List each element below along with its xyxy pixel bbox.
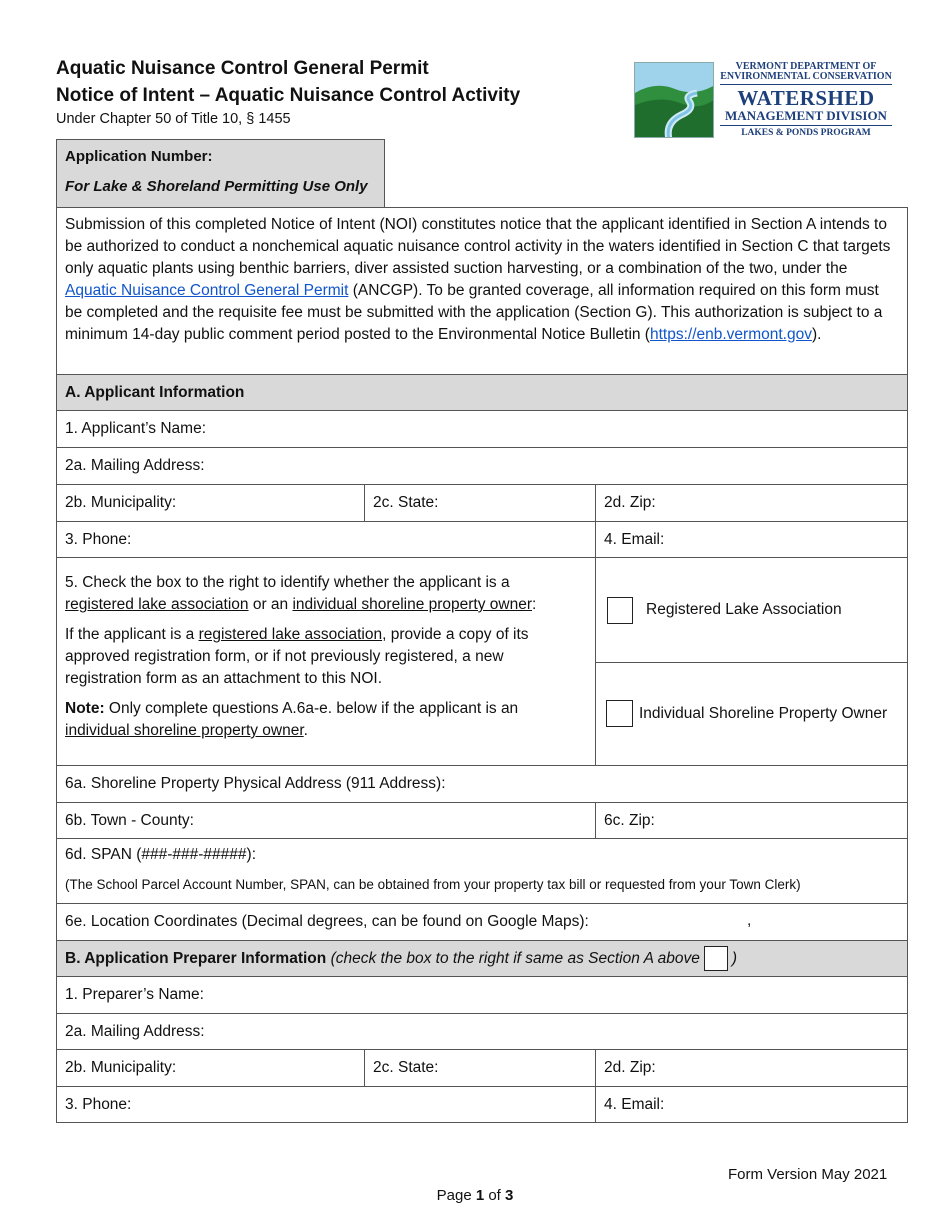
town-county-field[interactable]: 6b. Town - County: (65, 811, 194, 829)
option-lake-association[interactable] (596, 558, 907, 663)
intro-text-1: Submission of this completed Notice of Intent (NOI) constitutes notice that the applicant identified in Section A intends to be authorized to conduct a nonchemical aquatic nuisance control activity in the waters identified in Section C that targets only aquatic plants using benthic barriers, diver assisted suction harvesting, or a combination of the two, under the (65, 216, 891, 277)
applicant-type-options (595, 558, 907, 765)
section-b-note: (check the box to the right if same as Section A above (330, 949, 700, 967)
span-note: (The School Parcel Account Number, SPAN, can be obtained from your property tax bill or requested from your Town Clerk) (65, 877, 801, 892)
applicant-type-instructions (65, 572, 580, 742)
preparer-location-row (56, 1050, 908, 1087)
applicant-type-row (56, 558, 908, 766)
logo-line-4: MANAGEMENT DIVISION (720, 109, 892, 126)
coordinates-field[interactable]: 6e. Location Coordinates (Decimal degrees, can be found on Google Maps): (65, 913, 589, 930)
applicant-contact-row (56, 522, 908, 558)
agency-logo (634, 62, 892, 138)
intro-text-2: (ANCGP). To be granted coverage, all information required on this form must be completed and the requisite fee must be submitted with the application (Section G). This authorization is subject to a minimum 14-day public comment period posted to the Environmental Notice Bulletin ( (65, 282, 883, 343)
form-title: Aquatic Nuisance Control General Permit (56, 58, 429, 79)
q5-underline-1: registered lake association (65, 596, 249, 613)
coordinates-separator: , (747, 912, 752, 929)
form-subtitle: Notice of Intent – Aquatic Nuisance Control Activity (56, 85, 521, 106)
preparer-name-field[interactable]: 1. Preparer’s Name: (65, 986, 204, 1003)
office-use-note: For Lake & Shoreland Permitting Use Only (65, 178, 368, 195)
span-field[interactable]: 6d. SPAN (###-###-#####): (65, 846, 256, 863)
page-of: of (484, 1187, 506, 1204)
page-number (0, 1187, 950, 1204)
page-total: 3 (505, 1187, 514, 1204)
note-label: Note: (65, 700, 105, 717)
applicant-name-field[interactable]: 1. Applicant’s Name: (65, 420, 207, 437)
section-b-title: B. Application Preparer Information (65, 949, 327, 967)
page-current: 1 (475, 1187, 485, 1204)
property-address-field[interactable]: 6a. Shoreline Property Physical Address (911 Address): (65, 775, 446, 792)
application-number-box (56, 139, 385, 208)
town-county-row (56, 803, 908, 839)
span-row[interactable] (56, 839, 908, 904)
preparer-state-field[interactable]: 2c. State: (364, 1050, 595, 1086)
logo-line-1: VERMONT DEPARTMENT OF (735, 61, 877, 72)
same-as-section-a-checkbox[interactable] (704, 946, 728, 971)
section-b-heading (56, 941, 908, 977)
note-text-1: Only complete questions A.6a-e. below if the applicant is an (104, 700, 519, 717)
ancgp-link[interactable]: Aquatic Nuisance Control General Permit (65, 282, 349, 299)
shoreline-owner-checkbox[interactable] (606, 700, 633, 727)
q5-underline-2: individual shoreline property owner (292, 596, 533, 613)
statute-reference: Under Chapter 50 of Title 10, § 1455 (56, 111, 291, 127)
preparer-name-row[interactable] (56, 977, 908, 1014)
property-zip-field[interactable]: 6c. Zip: (595, 803, 907, 838)
q5b-text-1: If the applicant is a (65, 626, 199, 643)
section-a-title: A. Applicant Information (65, 383, 245, 401)
note-text-2: . (303, 722, 308, 739)
applicant-email-field[interactable]: 4. Email: (595, 522, 907, 557)
section-a-heading (56, 375, 908, 411)
applicant-name-row[interactable] (56, 411, 908, 448)
preparer-mailing-field[interactable]: 2a. Mailing Address: (65, 1022, 205, 1040)
property-address-row[interactable] (56, 766, 908, 803)
q5-text-1: 5. Check the box to the right to identify whether the applicant is a (65, 574, 510, 591)
q5b-text-2: , provide a copy of its approved registration form, or if not previously registered, a new registration form as an attachment to this NOI. (65, 626, 529, 687)
landscape-logo-icon (634, 62, 714, 138)
applicant-mailing-row[interactable] (56, 448, 908, 485)
lake-association-checkbox[interactable] (607, 597, 633, 624)
applicant-state-field[interactable]: 2c. State: (364, 485, 595, 521)
preparer-municipality-field[interactable]: 2b. Municipality: (65, 1059, 177, 1076)
application-number-label: Application Number: (65, 148, 213, 165)
page-prefix: Page (436, 1187, 476, 1204)
applicant-phone-field[interactable]: 3. Phone: (65, 530, 132, 548)
applicant-zip-field[interactable]: 2d. Zip: (595, 485, 907, 521)
logo-line-3: WATERSHED (737, 86, 875, 110)
preparer-contact-row (56, 1087, 908, 1123)
preparer-mailing-row[interactable] (56, 1014, 908, 1050)
option-shoreline-owner[interactable] (596, 662, 907, 765)
q5-text-3: : (532, 596, 537, 613)
q5-text-2: or an (248, 596, 293, 613)
applicant-mailing-field[interactable]: 2a. Mailing Address: (65, 457, 205, 474)
coordinates-row[interactable] (56, 904, 908, 941)
applicant-municipality-field[interactable]: 2b. Municipality: (65, 494, 177, 511)
note-underline-1: individual shoreline property owner (65, 722, 304, 739)
q5b-underline-1: registered lake association (198, 626, 383, 643)
logo-line-5: LAKES & PONDS PROGRAM (741, 128, 871, 138)
shoreline-owner-label: Individual Shoreline Property Owner (639, 704, 888, 722)
enb-link[interactable]: https://enb.vermont.gov (649, 326, 812, 343)
section-b-note-close: ) (731, 949, 738, 967)
intro-paragraph (56, 207, 908, 375)
form-grid (56, 207, 908, 1123)
logo-line-2: ENVIRONMENTAL CONSERVATION (720, 72, 892, 85)
lake-association-label: Registered Lake Association (646, 601, 842, 618)
preparer-zip-field[interactable]: 2d. Zip: (595, 1050, 907, 1086)
preparer-phone-field[interactable]: 3. Phone: (65, 1095, 132, 1113)
section-b-heading-content (57, 941, 907, 976)
intro-text-3: ). (811, 326, 822, 343)
form-version: Form Version May 2021 (728, 1166, 888, 1183)
applicant-location-row (56, 485, 908, 522)
preparer-email-field[interactable]: 4. Email: (595, 1087, 907, 1122)
